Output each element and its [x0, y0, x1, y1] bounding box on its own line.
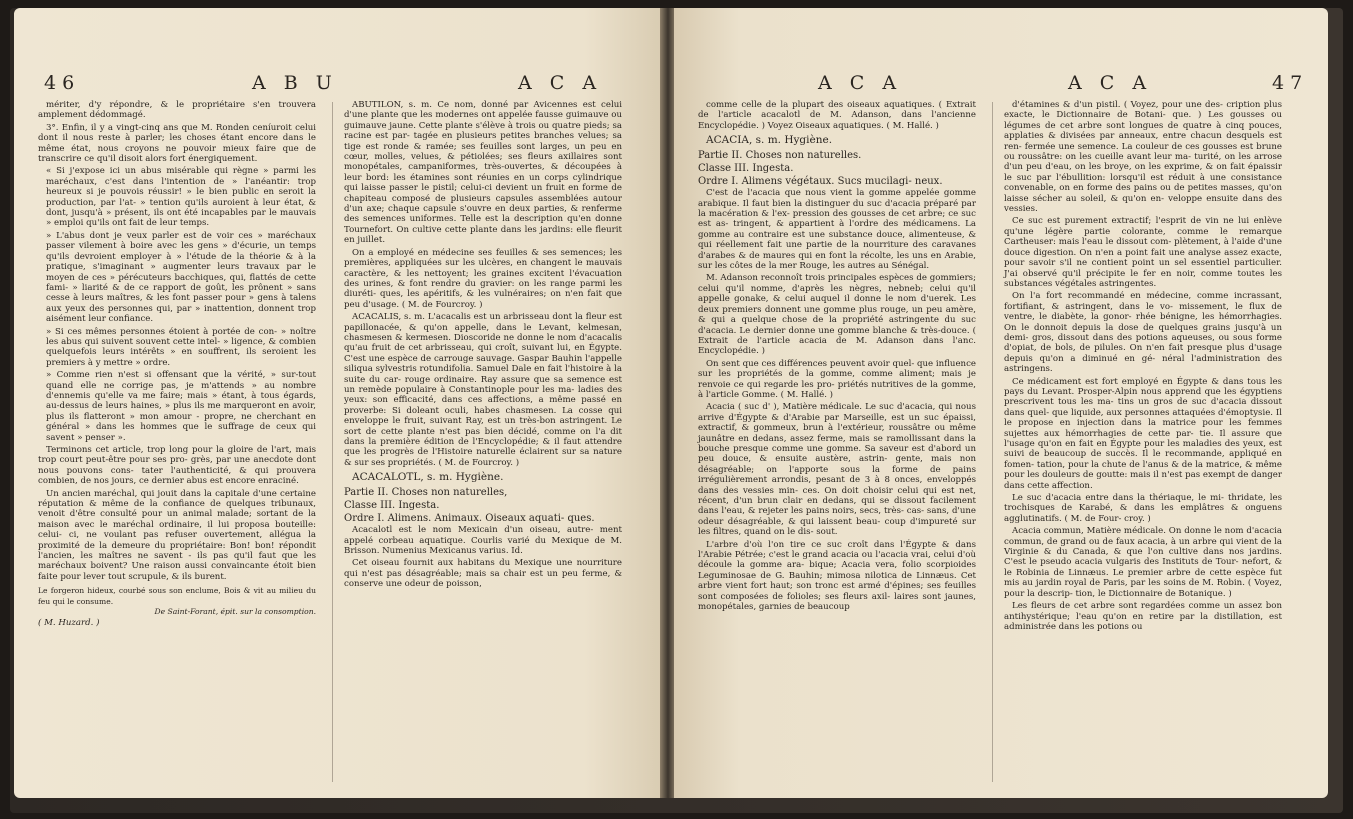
- left-page-header: [38, 72, 638, 96]
- quotation: » Si ces mêmes personnes étoient à portée de con- » noître les abus qui suivent souvent cette intel- » ligence, & combien quelquefois leurs intérêts » en souffrent, ils seroient les premiers à y mettre » ordre.: [46, 326, 316, 368]
- classification-line: Partie II. Choses non naturelles,: [344, 487, 508, 499]
- paragraph: Acacia commun, Matière médicale. On donne le nom d'acacia commun, de grand ou de faux acacia, à un arbre qui vient de la Virginie & du Canada, & que l'on cultive dans nos jardins. C'est le pseudo acacia vulgaris des Instituts de Tour- nefort, & le Robinia de Linnæus. Le premier arbre de cette espèce fut mis au jardin royal de Paris, par les soins de M. Robin. ( Voyez, pour la descrip- tion, le Dictionnaire de Botanique. ): [1004, 526, 1282, 599]
- entry-heading: ACACALOTL, s. m. Hygiène.: [352, 471, 504, 484]
- paragraph: Un ancien maréchal, qui jouit dans la capitale d'une certaine réputation & même de la confiance de quelques tribunaux, venoit d'être consulté pour un animal malade; sortant de la maison avec le maréchal ordinaire, il lui proposa bouteille: celui- ci, ne voulant pas refuser ouvertement, allégua la proximité de la demeure du propriétaire: Bon! bon! répondit l'ancien, les maîtres ne savent - ils pas qu'il faut que les maréchaux boivent? Une raison aussi convaincante étoit bien faite pour lever tout scrupule, & ils burent.: [38, 488, 316, 582]
- paragraph: Terminons cet article, trop long pour la gloire de l'art, mais trop court peut-être pour ses pro- grès, par une anecdote dont nous pouvons cons- tater l'authenticité, & qui prouvera combien, de nos jours, ce dernier abus est encore enraciné.: [38, 445, 316, 487]
- paragraph: L'arbre d'où l'on tire ce suc croît dans l'Égypte & dans l'Arabie Pétrée; c'est le grand acacia ou l'acacia vrai, celui d'où découle la gomme ara- bique; Acacia vera, folio scorpioides Leguminosae de G. Bauhin; mimosa nilotica de Linnæus. Cet arbre vient fort haut; son tronc est armé d'épines; ses feuilles sont composées de folioles; ses fleurs axil- laires sont jaunes, monopétales, garnies de beaucoup: [698, 539, 976, 613]
- paragraph: Acacia ( suc d' ), Matière médicale. Le suc d'acacia, qui nous arrive d'Égypte & d'Arabie par Marseille, est un suc épaissi, extractif, & gommeux, brun à l'extérieur, roussâtre ou même jaunâtre en dedans, assez ferme, mais se ramollissant dans la bouche presque comme une gomme. Sa saveur est d'abord un peu douce, & ensuite austère, astrin- gente, mais non désagréable; on l'apporte sous la forme de pains irrégulièrement arrondis, pesant de 3 à 8 onces, enveloppés dans des vessies min- ces. On doit choisir celui qui est net, récent, d'un brun clair en dedans, qui se dissout facilement dans l'eau, & rejeter les pains noirs, secs, très- cas- sans, d'une odeur désagréable, & qui laissent beau- coup d'impureté sur les filtres, quand on le dis- sout.: [698, 402, 976, 538]
- quotation: » Comme rien n'est si offensant que la vérité, » sur-tout quand elle ne corrige pas, je m'attends » au nombre d'ennemis qu'elle va me faire; mais » étant, à tous égards, au-dessus de leurs haines, » plus ils me marqueront en avoir, plus ils flatteront » mon amour - propre, ne cherchant en général » dans les hommes que le suffrage de ceux qui savent » penser ».: [46, 370, 316, 443]
- left-page-number: 46: [44, 72, 81, 94]
- paragraph: Acacalotl est le nom Mexicain d'un oiseau, autre- ment appelé corbeau aquatique. Courlis varié du Mexique de M. Brisson. Numenius Mexicanus varius. Id.: [344, 525, 622, 557]
- paragraph: C'est de l'acacia que nous vient la gomme appelée gomme arabique. Il faut bien la distinguer du suc d'acacia préparé par la macération & l'ex- pression des gousses de cet arbre; ce suc est as- tringent, & appartient à l'ordre des médicamens. La gomme au contraire est une substance douce, alimenteuse, & qui réellement fait une partie de la nourriture des caravanes d'arabes & de maures qui en font la récolte, les uns en Arabie, sur les côtes de la mer Rouge, les autres au Sénégal.: [698, 188, 976, 272]
- paragraph: On l'a fort recommandé en médecine, comme incrassant, fortifiant, & astringent, dans le vo- missement, le flux de ventre, le diabète, la gonor- rhée bénigne, les hémorrhagies. On le donnoit depuis la dose de quelques grains jusqu'à un demi- gros, dissout dans des potions aqueuses, ou sous forme d'opiat, de bols, de pilules. On n'en fait presque plus d'usage depuis qu'on a diminué en gé- néral l'administration des astringens.: [1004, 291, 1282, 375]
- entry-heading: ACACIA, s. m. Hygiène.: [706, 134, 833, 147]
- verse-source: De Saint-Forant, épit. sur la consomption.: [154, 607, 316, 617]
- quotation: « Si j'expose ici un abus misérable qui règne » parmi les maréchaux, c'est dans l'intention de » l'anéantir: trop heureux si je pouvois réussir! » le bien public en seroit la production, par l'at- » tention qu'ils auroient à leur état, & dont, jusqu'à » présent, ils ont été incapables par le mauvais » emploi qu'ils ont fait de leur temps.: [46, 166, 316, 229]
- right-page-number: 47: [1272, 72, 1309, 94]
- classification-line: Classe III. Ingesta.: [344, 500, 440, 512]
- verse: Le forgeron hideux, courbé sous son enclume, Bois & vit au milieu du feu qui le consume.: [38, 586, 316, 606]
- left-page-column-2: [344, 100, 622, 592]
- right-page-column-2: [1004, 100, 1282, 634]
- left-running-head-left: A B U: [252, 72, 338, 94]
- left-page: [14, 8, 662, 798]
- column-divider: [992, 102, 993, 782]
- classification-line: Classe III. Ingesta.: [698, 163, 794, 175]
- paragraph: On a employé en médecine ses feuilles & ses semences; les premières, appliquées sur les ulcères, en changent le mauvais caractère, & les nettoyent; les graines excitent l'évacuation des urines, & font rendre du gravier: on les range parmi les diuréti- ques, les apéritifs, & les vulnéraires; on n'en fait que peu d'usage. ( M. de Fourcroy. ): [344, 247, 622, 310]
- classification-line: Partie II. Choses non naturelles.: [698, 150, 862, 162]
- paragraph: Ce suc est purement extractif; l'esprit de vin ne lui enlève qu'une légère partie colorante, comme le remarque Cartheuser: mais l'eau le dissout com- plètement, à l'aide d'une douce digestion. On n'en a point fait une analyse assez exacte, pour savoir s'il ne contient point un sel essentiel particulier. J'ai observé qu'il précipite le fer en noir, comme toutes les substances végétales astringentes.: [1004, 216, 1282, 289]
- right-running-head-right: A C A: [1068, 72, 1153, 94]
- paragraph: Le suc d'acacia entre dans la thériaque, le mi- thridate, les trochisques de Karabé, & dans les emplâtres & onguens agglutinatifs. ( M. de Four- croy. ): [1004, 493, 1282, 524]
- paragraph: Cet oiseau fournit aux habitans du Mexique une nourriture qui n'est pas désagréable; mais sa chair est un peu ferme, & conserve une odeur de poisson,: [344, 558, 622, 590]
- classification-line: Ordre I. Alimens végétaux. Sucs mucilagi- neux.: [698, 176, 943, 188]
- paragraph: ABUTILON, s. m. Ce nom, donné par Avicennes est celui d'une plante que les modernes ont appelée fausse guimauve ou guimauve jaune. Cette plante s'élève à trois ou quatre pieds; sa racine est par- tagée en plusieurs petites branches velues; sa tige est ronde & ramée; ses feuilles sont larges, un peu en cœur, molles, velues, & pétiolées; ses fleurs axillaires sont monopétales, campaniformes, très-ouvertes, & découpées à leur bord: les étamines sont réunies en un corps cylindrique qui laisse passer le pistil; celui-ci devient un fruit en forme de chapiteau composé de plusieurs capsules assemblées autour d'un axe; chaque capsule s'ouvre en deux parties, & renferme des semences uniformes. Telle est la description qu'en donne Tournefort. On cultive cette plante dans les jardins: elle fleurit en juillet.: [344, 100, 622, 246]
- left-page-column-1: [38, 100, 316, 630]
- paragraph: M. Adanson reconnoît trois principales espèces de gommiers; celui qu'il nomme, d'après les nègres, nebneb; celui qu'il appelle gonake, & celui auquel il donne le nom d'uerek. Les deux premiers donnent une gomme plus rouge, un peu amère, & qui a quelque chose de la propriété astringente du suc d'acacia. Le dernier donne une gomme blanche & très-douce. ( Extrait de l'article acacia de M. Adanson dans l'anc. Encyclopédie. ): [698, 273, 976, 357]
- paragraph: mériter, d'y répondre, & le propriétaire s'en trouvera amplement dédommagé.: [38, 100, 316, 121]
- paragraph: Les fleurs de cet arbre sont regardées comme un assez bon antihystérique; l'eau qu'on en retire par la distillation, est administrée dans les potions ou: [1004, 601, 1282, 632]
- quotation: » L'abus dont je veux parler est de voir ces » maréchaux passer vilement à boire avec les gens » d'écurie, un temps qu'ils devroient employer à » l'étude de la théorie & à la pratique, s'imaginant » augmenter leurs travaux par le moyen de ces » pérécuteurs bacchiques, qui, flattés de cette fami- » liarité & de ce rapport de goût, les prônent » sans cesse à leurs maîtres, & les font passer pour » gens à talens aux yeux des personnes qui, par » inattention, donnent trop aisément leur confiance.: [46, 230, 316, 325]
- right-running-head-left: A C A: [818, 72, 903, 94]
- left-running-head-right: A C A: [518, 72, 603, 94]
- paragraph: Ce médicament est fort employé en Égypte & dans tous les pays du Levant. Prosper-Alpin nous apprend que les égyptiens prescrivent tous les ma- tins un gros de suc d'acacia dissout dans quel- que liquide, aux personnes attaquées d'émoptysie. Il le propose en injection dans la matrice pour les femmes sujettes aux hémorrhagies de cette par- tie. Il assure que l'usage qu'on en fait en Égypte pour les maladies des yeux, est suivi de beaucoup de succès. Il le recommande, appliqué en fomen- tation, pour la chute de l'anus & de la matrice, & même pour les douleurs de goutte: mais il n'est pas exempt de danger dans cette affection.: [1004, 376, 1282, 491]
- paragraph: comme celle de la plupart des oiseaux aquatiques. ( Extrait de l'article acacalotl de M. Adanson, dans l'ancienne Encyclopédie. ) Voyez Oiseaux aquatiques. ( M. Hallé. ): [698, 100, 976, 131]
- paragraph: 3°. Enfin, il y a vingt-cinq ans que M. Ronden ceníuroit celui dont il nous reste à parler; les choses étant encore dans le même état, nous croyons ne pouvoir mieux faire que de transcrire ce qu'il disoit alors fort énergiquement.: [38, 122, 316, 165]
- column-divider: [332, 102, 333, 782]
- right-page-header: [698, 72, 1309, 96]
- paragraph: ACACALIS, s. m. L'acacalis est un arbrisseau dont la fleur est papillonacée, & qu'on appelle, dans le Levant, kelmesan, chasmesen & kermesen. Dioscoride ne donne le nom d'acacalis qu'au fruit de cet arbrisseau, qui croît, suivant lui, en Égypte. C'est une espèce de carrouge sauvage. Gaspar Bauhin l'appelle siliqua sylvestris rotundifolia. Samuel Dale en fait l'histoire à la suite du car- rouge ordinaire. Ray assure que sa semence est un remède populaire à Constantinople pour les ma- ladies des yeux: son efficacité, dans ces affections, a même passé en proverbe: Si doleant oculi, habes chasmesen. La cosse qui enveloppe le fruit, suivant Ray, est un très-bon astringent. Le sort de cette plante n'est pas bien décidé, comme on l'a dit dans la première édition de l'Encyclopédie; & il faut attendre que les progrès de l'Histoire naturelle éclairent sur sa nature & sur ses propriétés. ( M. de Fourcroy. ): [344, 312, 622, 468]
- right-page-column-1: [698, 100, 976, 614]
- paragraph: On sent que ces différences peuvent avoir quel- que influence sur les propriétés de la gomme, comme aliment; mais je renvoie ce qui regarde les pro- priétés nutritives de la gomme, à l'article Gomme. ( M. Hallé. ): [698, 358, 976, 400]
- paragraph: d'étamines & d'un pistil. ( Voyez, pour une des- cription plus exacte, le Dictionnaire de Botani- que. ) Les gousses ou légumes de cet arbre sont longues de quatre à cinq pouces, applaties & divisées par anneaux, entre chacun desquels est ren- fermée une semence. La couleur de ces gousses est brune ou roussâtre: on les cueille avant leur ma- turité, on les arrose d'un peu d'eau, on les broye, on les exprime, & on fait épaissir le suc par l'ébullition: lorsqu'il est réduit à une consistance convenable, on en forme des pains ou de petites masses, qu'on laisse sécher au soleil, & qu'on en- veloppe ensuite dans des vessies.: [1004, 100, 1282, 215]
- right-page: [674, 8, 1328, 798]
- author-signature: ( M. Huzard. ): [38, 617, 100, 628]
- classification-line: Ordre I. Alimens. Animaux. Oiseaux aquati- ques.: [344, 513, 595, 525]
